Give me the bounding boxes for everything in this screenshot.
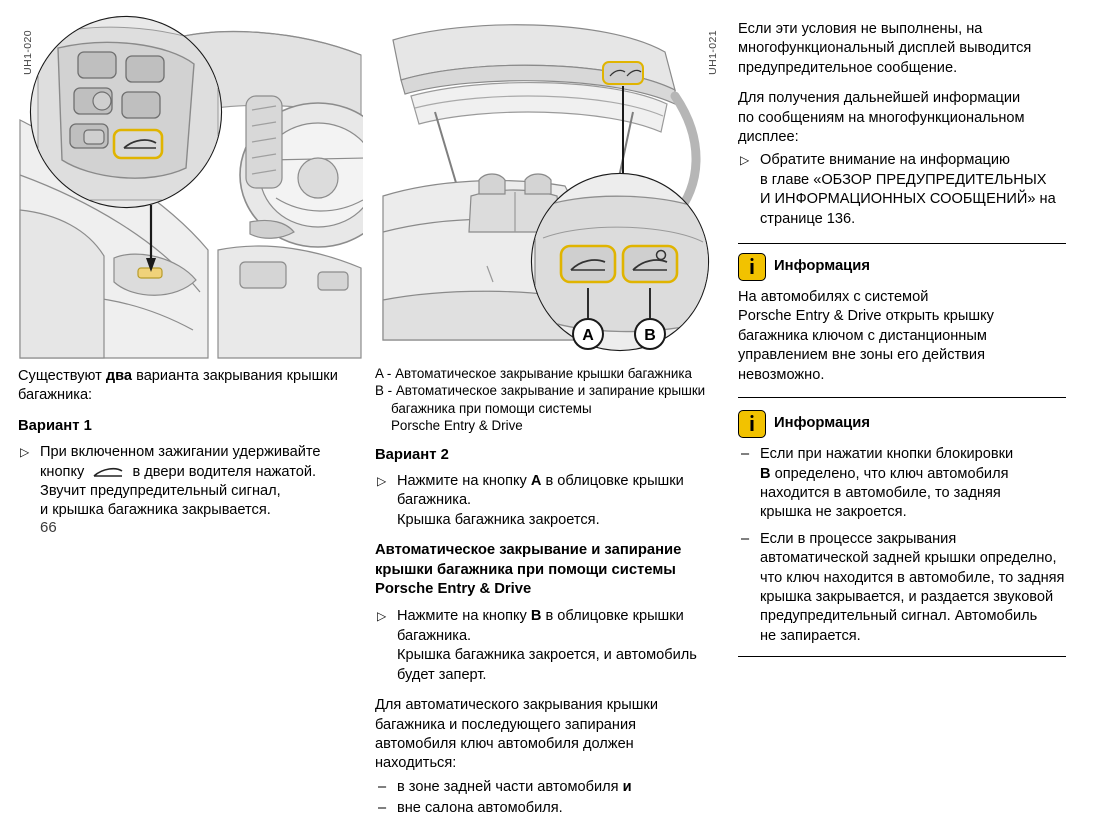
dash-marker: – (741, 446, 750, 463)
heading-entry-drive-2: крышки багажника при помощи системы (375, 561, 676, 578)
info2-item2-line-3: что ключ находится в автомобиле, то задняя (760, 569, 1065, 586)
column-right-text (738, 20, 1066, 657)
column-middle (375, 0, 720, 821)
bullet-line-4: будет заперт. (397, 666, 487, 683)
info2-item1-line-2 (760, 465, 1066, 484)
bullet-line-4: и крышка багажника закрывается. (40, 502, 271, 519)
bullet-line-3: Звучит предупредительный сигнал, (40, 483, 281, 500)
bullet-line-2 (40, 463, 363, 482)
entry-drive-bullet (375, 607, 720, 685)
key-location-line-4: находиться: (375, 755, 457, 772)
info2-item1-line-3: находится в автомобиле, то задняя (760, 484, 1001, 501)
info-divider-bottom-1 (738, 397, 1066, 398)
bullet-marker: ▷ (20, 445, 30, 460)
info-box-1-title: Информация (774, 258, 871, 275)
dash-1-bold: и (622, 778, 632, 795)
column-right (738, 20, 1066, 657)
cross-reference-bullet (738, 151, 1066, 229)
legend-b-cont-2: Porsche Entry & Drive (391, 418, 523, 434)
key-location-item-2 (375, 799, 720, 818)
info2-item2-line-6: не запирается. (760, 627, 861, 644)
illustration-open-tailgate (375, 0, 720, 360)
bullet-line-3: Крышка багажника закроется. (397, 511, 600, 528)
bullet-line-2: багажника. (397, 627, 472, 644)
info2-item2-line-1: Если в процессе закрывания (760, 530, 957, 547)
intro-paragraph (18, 367, 363, 406)
dash-1-text: в зоне задней части автомобиля (397, 778, 623, 795)
callout-label-b: B (644, 327, 656, 344)
info2-item1-line-2-end: определено, что ключ автомобиля (770, 465, 1009, 482)
heading-entry-drive-3: Porsche Entry & Drive (375, 581, 532, 598)
info-box-2-header (738, 410, 1066, 438)
figure-code-left: UH1-020 (22, 30, 34, 75)
column-left (18, 0, 363, 536)
legend-a: A - Автоматическое закрывание крышки багажника (375, 366, 692, 381)
bullet-text-b-end: в облицовке крышки (541, 608, 684, 625)
cross-ref-line-2: в главе «ОБЗОР ПРЕДУПРЕДИТЕЛЬНЫХ (760, 171, 1047, 188)
info2-item2-line-2: автоматической задней крышки определно, (760, 550, 1057, 567)
cross-ref-line-1: Обратите внимание на информацию (760, 152, 1010, 169)
info1-line-2: Porsche Entry & Drive открыть крышку (738, 308, 994, 325)
illustration-interior-driver-door (18, 0, 363, 360)
key-location-item-1 (375, 778, 720, 797)
bullet-line-2-b: в двери водителя нажатой. (132, 463, 317, 480)
info-box-2-title: Информация (774, 415, 871, 432)
key-location-line-1: Для автоматического закрывания крышки (375, 697, 658, 714)
figure-code-middle: UH1-021 (707, 30, 719, 75)
bullet-line-2: багажника. (397, 492, 472, 509)
more-info-paragraph (738, 89, 1066, 147)
info2-item1-line-4: крышка не закроется. (760, 504, 907, 521)
info2-item-2 (738, 530, 1066, 646)
intro-bold: два (105, 368, 133, 384)
info2-item1-bold: B (760, 465, 771, 482)
bullet-line-1: При включенном зажигании удерживайте (40, 444, 321, 461)
dash-marker: – (741, 530, 750, 547)
info-box-1-body (738, 288, 1066, 385)
column-middle-text (375, 365, 720, 819)
intro-after: варианта закрывания крышки багажника: (18, 368, 338, 404)
bullet-marker: ▷ (740, 153, 750, 168)
dash-2-text: вне салона автомобиля. (397, 800, 563, 817)
info2-item-1 (738, 445, 1066, 523)
variant1-bullet (18, 443, 363, 521)
info2-item2-line-4: крышка закрывается, и раздается звуковой (760, 588, 1054, 605)
cross-ref-line-3: И ИНФОРМАЦИОННЫХ СООБЩЕНИЙ» на (760, 191, 1056, 208)
more-info-line-3: дисплее: (738, 129, 799, 146)
button-a-magnified (561, 246, 615, 282)
bullet-bold-b: B (530, 608, 542, 625)
info-box-1-header (738, 253, 1066, 281)
key-location-line-3: автомобиля ключ автомобиля должен (375, 735, 634, 752)
conditions-paragraph (738, 20, 1066, 78)
legend-b-cont-1: багажника при помощи системы (391, 400, 592, 416)
info2-item2-line-5: предупредительный сигнал. Автомобиль (760, 608, 1038, 625)
bullet-line-2-a: кнопку (40, 463, 85, 480)
bullet-bold-a: A (530, 473, 542, 490)
info2-item1-line-1: Если при нажатии кнопки блокировки (760, 446, 1014, 463)
info-divider-bottom-2 (738, 656, 1066, 657)
information-icon (738, 253, 766, 281)
magnified-switch-panel (31, 17, 221, 207)
bullet-marker: ▷ (377, 474, 387, 489)
key-location-paragraph (375, 696, 720, 774)
bullet-line-3: Крышка багажника закроется, и автомобиль (397, 647, 697, 664)
bullet-line-1 (397, 607, 720, 626)
more-info-line-1: Для получения дальнейшей информации (738, 90, 1021, 107)
heading-entry-drive-1: Автоматическое закрывание и запирание (375, 542, 682, 559)
info1-line-5: невозможно. (738, 366, 825, 383)
bullet-marker: ▷ (377, 609, 387, 624)
magnified-tailgate-buttons (532, 174, 711, 350)
tailgate-button-highlight (114, 130, 162, 158)
figure-driver-door-switch (18, 0, 363, 365)
more-info-line-2: по сообщениям на многофункциональном (738, 109, 1025, 126)
dash-marker: – (378, 778, 387, 795)
column-left-text (18, 367, 363, 521)
bullet-line-1 (397, 472, 720, 491)
info1-line-3: багажника ключом с дистанционным (738, 327, 987, 344)
heading-variant-1: Вариант 1 (18, 417, 92, 434)
dash-marker: – (378, 800, 387, 817)
button-b-magnified (623, 246, 677, 282)
key-location-line-2: багажника и последующего запирания (375, 716, 637, 733)
intro-before: Существуют (18, 368, 106, 384)
callout-label-a: A (582, 327, 594, 344)
figure-tailgate-buttons (375, 0, 720, 365)
info1-line-1: На автомобилях с системой (738, 289, 929, 306)
bullet-text-a: Нажмите на кнопку (397, 473, 531, 490)
cross-ref-line-4: странице 136. (760, 210, 856, 227)
page-number: 66 (40, 518, 57, 536)
info1-line-4: управлением вне зоны его действия (738, 347, 985, 364)
info-box-2-body (738, 445, 1066, 646)
conditions-line-2: многофункциональный дисплей выводится (738, 40, 1032, 57)
info-divider-top-1 (738, 243, 1066, 244)
tailgate-button-icon (91, 465, 125, 479)
legend-b: B - Автоматическое закрывание и запирание крышки (375, 383, 706, 399)
heading-variant-2: Вариант 2 (375, 446, 449, 463)
information-icon (738, 410, 766, 438)
conditions-line-3: предупредительное сообщение. (738, 59, 958, 76)
variant2-bullet (375, 472, 720, 530)
bullet-text-b: Нажмите на кнопку (397, 608, 531, 625)
conditions-line-1: Если эти условия не выполнены, на (738, 21, 983, 37)
bullet-text-a-end: в облицовке крышки (541, 473, 684, 490)
